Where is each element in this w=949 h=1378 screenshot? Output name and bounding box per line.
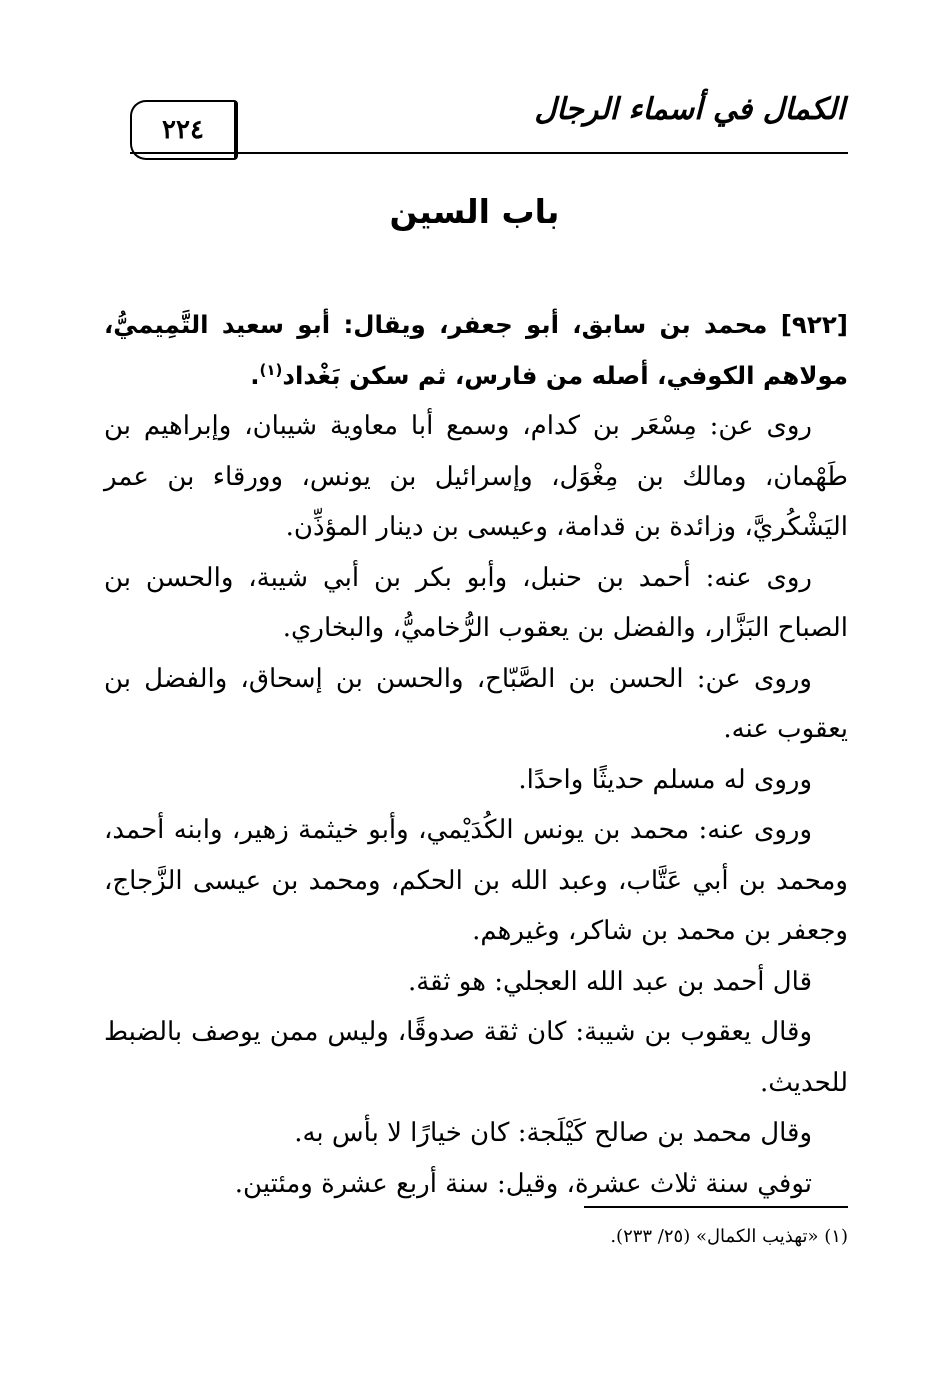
header-divider — [130, 152, 848, 154]
ijli-opinion: قال أحمد بن عبد الله العجلي: هو ثقة. — [407, 966, 812, 997]
entry-body — [104, 300, 848, 1209]
narrated-by-paragraph: روى عنه: أحمد بن حنبل، وأبو بكر بن أبي شيبة، والحسن بن الصباح البَزَّار، والفضل بن يعقوب الرُّخاميُّ، والبخاري. — [104, 562, 848, 643]
footnote-reference: (١) — [259, 360, 283, 379]
entry-heading-text: [٩٢٢] محمد بن سابق، أبو جعفر، ويقال: أبو سعيد التَّمِيميُّ، مولاهم الكوفي، أصله من فارس، ثم سكن بَغْداد — [104, 310, 848, 390]
footnote-divider — [584, 1206, 848, 1208]
muslim-paragraph: وروى له مسلم حديثًا واحدًا. — [518, 764, 812, 795]
chapter-heading: باب السين — [389, 192, 560, 231]
narrated-from-paragraph: روى عن: مِسْعَر بن كدام، وسمع أبا معاوية شيبان، وإبراهيم بن طَهْمان، ومالك بن مِغْوَل، وإسرائيل بن يونس، وورقاء بن عمر اليَشْكُريَّ، وزائدة بن قدامة، وعيسى بن دينار المؤذِّن. — [104, 411, 848, 542]
running-book-title: الكمال في أسماء الرجال — [534, 92, 845, 127]
yaqub-opinion: وقال يعقوب بن شيبة: كان ثقة صدوقًا، وليس ممن يوصف بالضبط للحديث. — [104, 1017, 848, 1098]
footnote: (١) «تهذيب الكمال» (٢٥/ ٢٣٣). — [610, 1226, 848, 1247]
entry-heading-end: . — [250, 360, 260, 390]
kaylaja-opinion: وقال محمد بن صالح كَيْلَجة: كان خيارًا لا بأس به. — [294, 1118, 812, 1148]
entry-heading — [104, 300, 848, 401]
page-number: ٢٢٤ — [130, 100, 238, 160]
also-narrated-from-paragraph: وروى عن: الحسن بن الصَّبّاح، والحسن بن إسحاق، والفضل بن يعقوب عنه. — [104, 663, 848, 744]
death-date: توفي سنة ثلاث عشرة، وقيل: سنة أربع عشرة ومئتين. — [234, 1168, 812, 1199]
also-narrated-by-paragraph: وروى عنه: محمد بن يونس الكُدَيْمي، وأبو خيثمة زهير، وابنه أحمد، ومحمد بن أبي عَتَّاب، وعبد الله بن الحكم، ومحمد بن عيسى الزَّجاج، وجعفر بن محمد بن شاكر، وغيرهم. — [104, 815, 848, 946]
